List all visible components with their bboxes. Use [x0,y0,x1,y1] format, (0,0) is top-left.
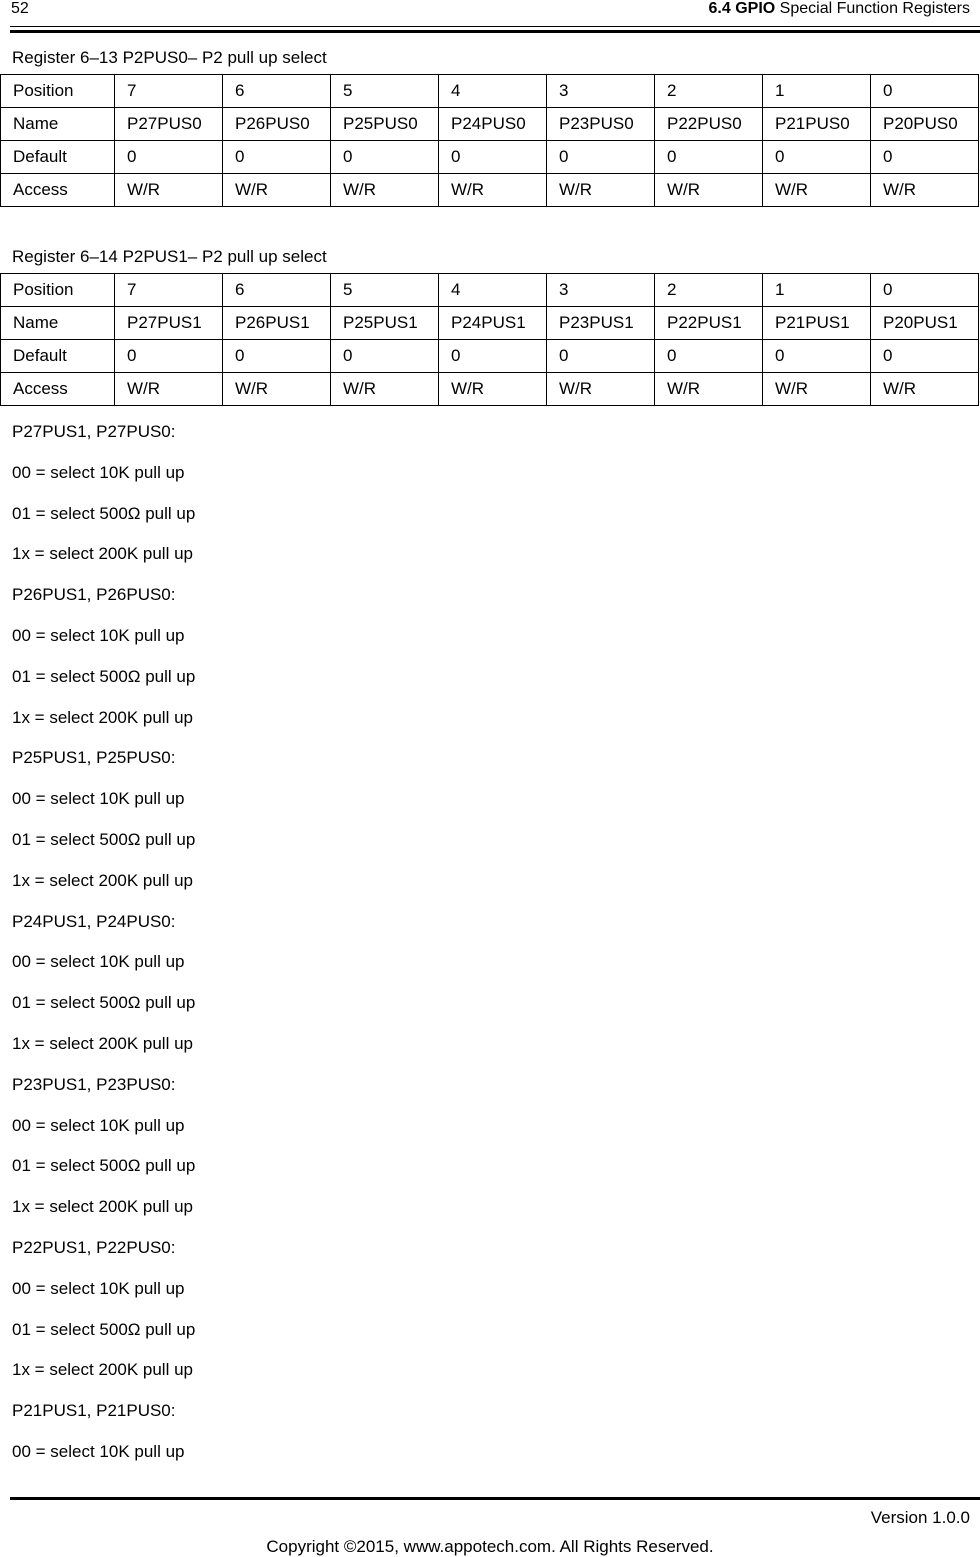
table-cell: 1 [763,75,871,108]
page-header [0,0,980,36]
table-cell: 0 [547,340,655,373]
table-cell: W/R [223,174,331,207]
bit-value-line: 01 = select 500Ω pull up [12,666,196,686]
table-cell: W/R [763,373,871,406]
table-cell: 0 [115,141,223,174]
table-cell: P22PUS0 [655,108,763,141]
table-cell: 0 [655,141,763,174]
bit-value-line: 1x = select 200K pull up [12,1033,193,1053]
table-cell: 0 [655,340,763,373]
table-cell: 0 [223,340,331,373]
table-cell: P26PUS0 [223,108,331,141]
page-number: 52 [11,0,29,17]
bit-field-heading: P23PUS1, P23PUS0: [12,1074,176,1094]
table-cell: W/R [439,174,547,207]
bit-field-heading: P27PUS1, P27PUS0: [12,422,176,441]
table-cell: W/R [115,174,223,207]
table-cell: P21PUS1 [763,307,871,340]
table-cell: P23PUS1 [547,307,655,340]
table-cell: P27PUS1 [115,307,223,340]
table-cell: W/R [115,373,223,406]
register-access-row [1,174,979,207]
header-rule-thick [10,30,980,33]
table-cell: 0 [871,274,979,307]
version-label: Version 1.0.0 [870,1508,970,1527]
table-cell: 0 [763,141,871,174]
table-cell: P24PUS0 [439,108,547,141]
table-cell: W/R [871,373,979,406]
bit-field-heading: P26PUS1, P26PUS0: [12,585,176,605]
table-cell: P25PUS0 [331,108,439,141]
bit-field-heading: P24PUS1, P24PUS0: [12,911,176,931]
register-position-row [1,75,979,108]
table-cell: P27PUS0 [115,108,223,141]
bit-value-line: 00 = select 10K pull up [12,1115,185,1135]
table-cell: W/R [331,174,439,207]
table-cell: P20PUS0 [871,108,979,141]
table-cell: W/R [655,174,763,207]
table-cell: 0 [871,75,979,108]
table-cell: P24PUS1 [439,307,547,340]
bit-value-line: 00 = select 10K pull up [12,625,185,645]
table-cell: 0 [871,141,979,174]
bit-value-line: 1x = select 200K pull up [12,544,193,564]
bit-value-line: 01 = select 500Ω pull up [12,1156,196,1176]
table-cell: 7 [115,75,223,108]
row-header-cell: Default [1,340,115,373]
section-title [709,0,970,18]
table-cell: 5 [331,274,439,307]
register-table-p2pus1 [0,273,979,406]
table-cell: W/R [763,174,871,207]
row-header-cell: Name [1,108,115,141]
table-cell: 0 [439,141,547,174]
table-cell: P22PUS1 [655,307,763,340]
table-cell: P20PUS1 [871,307,979,340]
table-cell: 0 [115,340,223,373]
table-cell: 3 [547,75,655,108]
bit-value-line: 00 = select 10K pull up [12,1441,185,1461]
table-cell: W/R [439,373,547,406]
table-cell: W/R [331,373,439,406]
bit-value-line: 1x = select 200K pull up [12,1197,193,1217]
table-cell: 2 [655,274,763,307]
table-cell: W/R [223,373,331,406]
bit-value-line: 01 = select 500Ω pull up [12,503,196,523]
bit-field-heading: P25PUS1, P25PUS0: [12,748,176,768]
table-cell: P21PUS0 [763,108,871,141]
bit-description-list [12,422,195,1483]
table-cell: 6 [223,75,331,108]
register-name-row [1,307,979,340]
row-header-cell: Access [1,373,115,406]
bit-value-line: 00 = select 10K pull up [12,789,185,809]
table-cell: 7 [115,274,223,307]
table-cell: 0 [439,340,547,373]
table-cell: 5 [331,75,439,108]
section-title-bold: 6.4 GPIO [708,0,776,17]
register-position-row [1,274,979,307]
table-cell: W/R [547,373,655,406]
footer-rule [10,1497,980,1500]
row-header-cell: Position [1,75,115,108]
table-cell: 0 [331,340,439,373]
register-caption-p2pus0: Register 6–13 P2PUS0– P2 pull up select [12,48,327,67]
table-cell: W/R [655,373,763,406]
row-header-cell: Default [1,141,115,174]
table-cell: 4 [439,75,547,108]
table-cell: P25PUS1 [331,307,439,340]
bit-value-line: 1x = select 200K pull up [12,1360,193,1380]
copyright-notice: Copyright ©2015, www.appotech.com. All Rights Reserved. [266,1537,714,1556]
row-header-cell: Access [1,174,115,207]
table-cell: 0 [763,340,871,373]
bit-value-line: 01 = select 500Ω pull up [12,829,196,849]
table-cell: P23PUS0 [547,108,655,141]
section-title-rest: Special Function Registers [775,0,970,17]
bit-field-heading: P21PUS1, P21PUS0: [12,1401,176,1421]
table-cell: P26PUS1 [223,307,331,340]
bit-value-line: 1x = select 200K pull up [12,707,193,727]
register-table-p2pus0 [0,74,979,207]
table-cell: 6 [223,274,331,307]
table-cell: 0 [547,141,655,174]
table-cell: W/R [871,174,979,207]
row-header-cell: Position [1,274,115,307]
table-cell: W/R [547,174,655,207]
bit-value-line: 00 = select 10K pull up [12,1278,185,1298]
register-default-row [1,141,979,174]
table-cell: 3 [547,274,655,307]
bit-value-line: 01 = select 500Ω pull up [12,993,196,1013]
register-default-row [1,340,979,373]
table-cell: 0 [223,141,331,174]
bit-value-line: 00 = select 10K pull up [12,462,185,482]
register-access-row [1,373,979,406]
table-cell: 4 [439,274,547,307]
bit-value-line: 00 = select 10K pull up [12,952,185,972]
table-cell: 0 [871,340,979,373]
table-cell: 0 [331,141,439,174]
bit-field-heading: P22PUS1, P22PUS0: [12,1237,176,1257]
register-caption-p2pus1: Register 6–14 P2PUS1– P2 pull up select [12,247,327,266]
header-rule-thin [10,26,980,27]
row-header-cell: Name [1,307,115,340]
bit-value-line: 01 = select 500Ω pull up [12,1319,196,1339]
table-cell: 1 [763,274,871,307]
register-name-row [1,108,979,141]
table-cell: 2 [655,75,763,108]
bit-value-line: 1x = select 200K pull up [12,870,193,890]
